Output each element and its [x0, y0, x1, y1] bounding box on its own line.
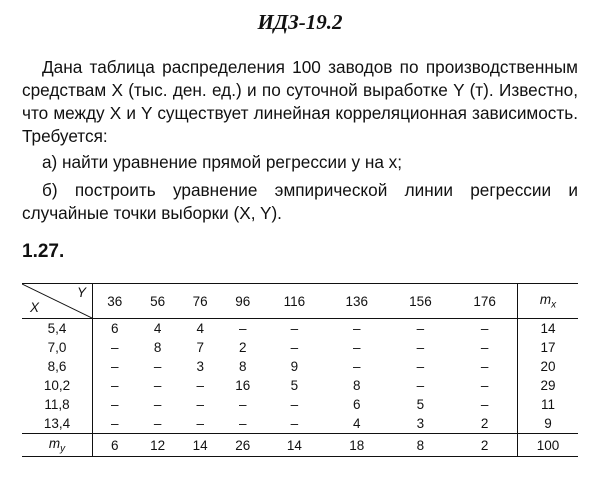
corner-cell	[22, 284, 93, 319]
frequency-cell: 8	[352, 378, 361, 393]
table-row	[22, 395, 578, 414]
frequency-cell: 7	[196, 340, 204, 355]
frequency-cell: –	[153, 359, 162, 374]
frequency-cell: –	[352, 340, 361, 355]
mx-header: $m_x$	[518, 284, 579, 319]
my-value: 2	[452, 434, 517, 457]
frequency-cell: –	[416, 378, 425, 393]
my-value: 14	[264, 434, 325, 457]
frequency-cell: 3	[416, 416, 425, 431]
x-value: 10,2	[22, 376, 93, 395]
my-value: 14	[179, 434, 222, 457]
frequency-cell: 5	[290, 378, 299, 393]
my-value: 26	[221, 434, 264, 457]
my-label: $m_y$	[22, 434, 93, 457]
mx-value: 17	[518, 338, 579, 357]
y-header: 36	[93, 284, 137, 319]
frequency-cell: –	[153, 397, 162, 412]
frequency-cell: 4	[352, 416, 361, 431]
frequency-cell: –	[153, 378, 162, 393]
x-value: 13,4	[22, 414, 93, 434]
frequency-cell: –	[196, 416, 204, 431]
frequency-cell: 8	[153, 340, 162, 355]
frequency-cell: –	[416, 321, 425, 336]
table-row	[22, 414, 578, 434]
frequency-cell: –	[110, 359, 119, 374]
frequency-cell: –	[480, 359, 489, 374]
frequency-cell: –	[196, 378, 204, 393]
frequency-cell: –	[290, 321, 299, 336]
y-header: 56	[136, 284, 179, 319]
distribution-table	[22, 283, 578, 457]
frequency-cell: –	[416, 359, 425, 374]
frequency-cell: –	[110, 397, 119, 412]
task-b: б) построить уравнение эмпирической линии регрессии и случайные точки выборки (X, Y).	[22, 180, 578, 223]
frequency-cell: –	[290, 340, 299, 355]
frequency-cell: 4	[196, 321, 204, 336]
frequency-cell: –	[416, 340, 425, 355]
frequency-cell: –	[480, 397, 489, 412]
frequency-cell: –	[480, 378, 489, 393]
frequency-cell: 9	[290, 359, 299, 374]
y-header: 136	[325, 284, 389, 319]
frequency-cell: –	[238, 397, 247, 412]
total-value: 100	[518, 434, 579, 457]
my-value: 12	[136, 434, 179, 457]
frequency-cell: –	[110, 340, 119, 355]
table-row	[22, 376, 578, 395]
frequency-cell: 8	[238, 359, 247, 374]
frequency-cell: –	[110, 378, 119, 393]
y-header: 156	[389, 284, 453, 319]
table-row	[22, 338, 578, 357]
frequency-cell: –	[196, 397, 204, 412]
my-value: 18	[325, 434, 389, 457]
frequency-cell: –	[480, 321, 489, 336]
page-title: ИДЗ-19.2	[257, 10, 343, 34]
corner-x-label: X	[30, 300, 40, 315]
frequency-cell: 6	[110, 321, 119, 336]
table-header-row	[22, 284, 578, 319]
x-value: 11,8	[22, 395, 93, 414]
frequency-cell: 5	[416, 397, 425, 412]
mx-value: 29	[518, 376, 579, 395]
frequency-cell: –	[290, 397, 299, 412]
corner-y-label: Y	[76, 285, 86, 300]
mx-value: 20	[518, 357, 579, 376]
y-header: 176	[452, 284, 517, 319]
x-value: 7,0	[22, 338, 93, 357]
frequency-cell: –	[290, 416, 299, 431]
frequency-cell: 2	[480, 416, 489, 431]
frequency-cell: –	[238, 416, 247, 431]
intro-paragraph: Дана таблица распределения 100 заводов по производственным средствам X (тыс. ден. ед.) и по суточной выработке Y (т). Известно, что между X и Y существует линейная корреляционная зависимость. Требуется:	[22, 57, 578, 146]
frequency-cell: –	[352, 321, 361, 336]
frequency-cell: –	[352, 359, 361, 374]
frequency-cell: 6	[352, 397, 361, 412]
table-row	[22, 319, 578, 339]
frequency-cell: –	[110, 416, 119, 431]
mx-value: 9	[518, 414, 579, 434]
y-header: 116	[264, 284, 325, 319]
my-value: 8	[389, 434, 453, 457]
frequency-cell: 3	[196, 359, 204, 374]
frequency-cell: –	[238, 321, 247, 336]
frequency-cell: –	[480, 340, 489, 355]
mx-value: 11	[518, 395, 579, 414]
problem-number: 1.27.	[22, 241, 65, 262]
mx-value: 14	[518, 319, 579, 339]
frequency-cell: 16	[235, 378, 251, 393]
frequency-cell: –	[153, 416, 162, 431]
frequency-cell: 2	[238, 340, 247, 355]
y-header: 76	[179, 284, 222, 319]
task-a: а) найти уравнение прямой регрессии y на x;	[42, 152, 403, 172]
table-row	[22, 357, 578, 376]
my-value: 6	[93, 434, 137, 457]
frequency-cell: 4	[153, 321, 162, 336]
x-value: 5,4	[22, 319, 93, 339]
x-value: 8,6	[22, 357, 93, 376]
my-row	[22, 434, 578, 457]
y-header: 96	[221, 284, 264, 319]
